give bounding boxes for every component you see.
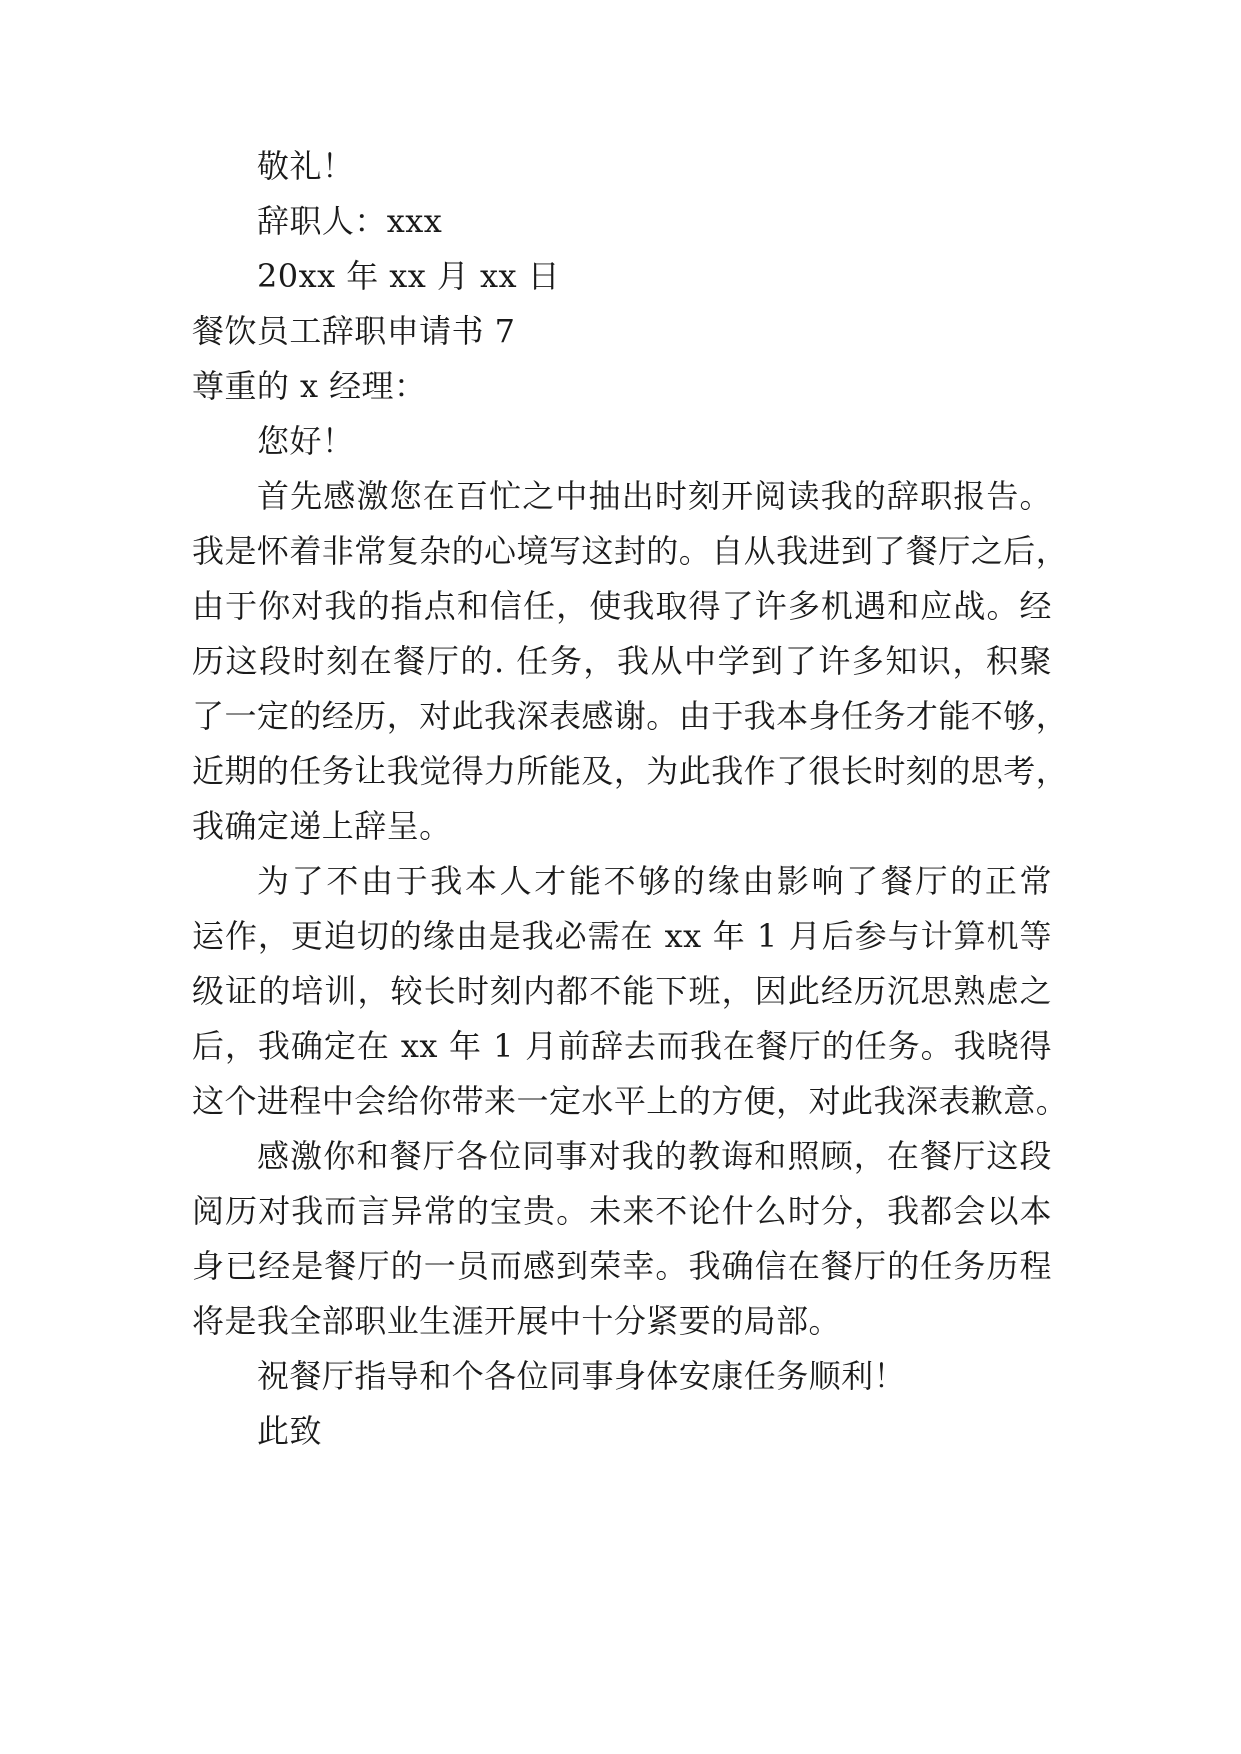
date-line: 20xx 年 xx 月 xx 日 <box>257 257 561 295</box>
salute-line: 敬礼！ <box>257 147 355 185</box>
paragraph-1-line-6: 近期的任务让我觉得力所能及，为此我作了很长时刻的思考， <box>192 752 1069 790</box>
paragraph-3-line-4: 将是我全部职业生涯开展中十分紧要的局部。 <box>192 1302 842 1340</box>
paragraph-3-line-2: 阅历对我而言异常的宝贵。未来不论什么时分，我都会以本 <box>192 1192 1052 1230</box>
closing-line: 此致 <box>257 1412 322 1450</box>
wish-line: 祝餐厅指导和个各位同事身体安康任务顺利！ <box>257 1357 907 1395</box>
recipient-line: 尊重的 x 经理： <box>192 367 427 405</box>
paragraph-2-line-5: 这个进程中会给你带来一定水平上的方便，对此我深表歉意。 <box>192 1082 1069 1120</box>
greeting-line: 您好！ <box>257 422 355 460</box>
paragraph-1-line-4: 历这段时刻在餐厅的. 任务，我从中学到了许多知识，积聚 <box>192 642 1052 680</box>
paragraph-2-line-4: 后，我确定在 xx 年 1 月前辞去而我在餐厅的任务。我晓得 <box>192 1027 1052 1065</box>
resigner-line: 辞职人：xxx <box>257 202 443 240</box>
paragraph-2-line-2: 运作，更迫切的缘由是我必需在 xx 年 1 月后参与计算机等 <box>192 917 1052 955</box>
paragraph-2-line-3: 级证的培训，较长时刻内都不能下班，因此经历沉思熟虑之 <box>192 972 1052 1010</box>
letter-title: 餐饮员工辞职申请书 7 <box>192 312 516 350</box>
paragraph-1-line-5: 了一定的经历，对此我深表感谢。由于我本身任务才能不够， <box>192 697 1069 735</box>
paragraph-3-line-3: 身已经是餐厅的一员而感到荣幸。我确信在餐厅的任务历程 <box>192 1247 1052 1285</box>
paragraph-2-line-1: 为了不由于我本人才能不够的缘由影响了餐厅的正常 <box>257 862 1052 900</box>
paragraph-1-line-1: 首先感激您在百忙之中抽出时刻开阅读我的辞职报告。 <box>257 477 1052 515</box>
paragraph-1-line-7: 我确定递上辞呈。 <box>192 807 452 845</box>
paragraph-1-line-3: 由于你对我的指点和信任，使我取得了许多机遇和应战。经 <box>192 587 1052 625</box>
paragraph-3-line-1: 感激你和餐厅各位同事对我的教诲和照顾，在餐厅这段 <box>257 1137 1052 1175</box>
paragraph-1-line-2: 我是怀着非常复杂的心境写这封的。自从我进到了餐厅之后， <box>192 532 1069 570</box>
